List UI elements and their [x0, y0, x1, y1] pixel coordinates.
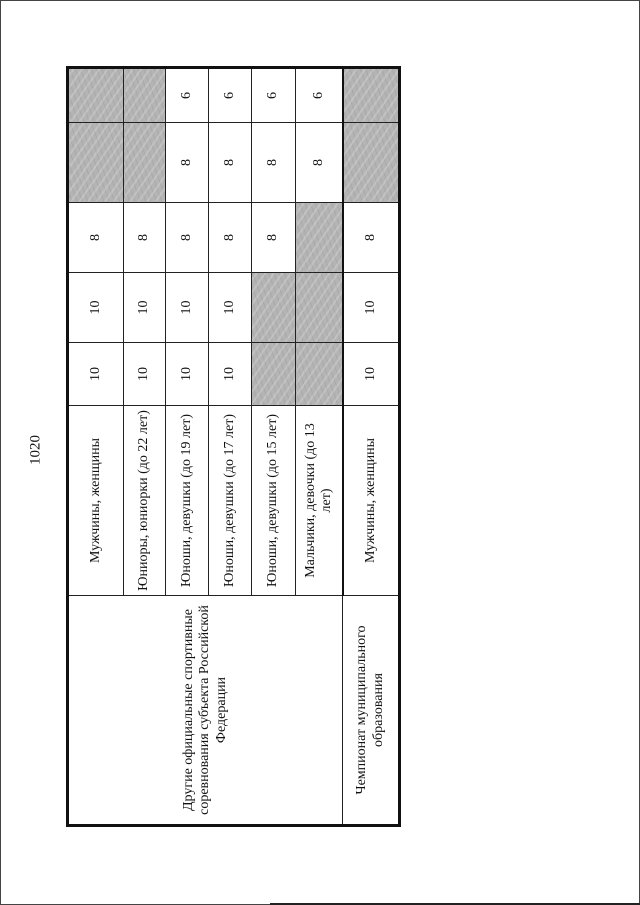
value-cell: 10 [209, 273, 252, 343]
shaded-cell [252, 273, 296, 343]
shaded-cell [68, 68, 124, 123]
value-cell: 8 [209, 203, 252, 273]
value-cell: 10 [68, 343, 124, 406]
value-cell: 10 [343, 273, 400, 343]
shaded-cell [343, 68, 400, 123]
value-cell: 10 [343, 343, 400, 406]
value-cell: 8 [343, 203, 400, 273]
age-group-cell: Юноши, девушки (до 19 лет) [166, 406, 209, 596]
shaded-cell [252, 343, 296, 406]
table-body [68, 68, 400, 826]
value-cell: 6 [166, 68, 209, 123]
value-cell: 8 [166, 123, 209, 203]
results-table [66, 66, 401, 827]
value-cell: 6 [252, 68, 296, 123]
age-group-cell: Юноши, девушки (до 17 лет) [209, 406, 252, 596]
age-group-cell: Юниоры, юниорки (до 22 лет) [124, 406, 166, 596]
value-cell: 8 [124, 203, 166, 273]
age-group-cell: Мужчины, женщины [68, 406, 124, 596]
value-cell: 8 [296, 123, 343, 203]
value-cell: 8 [252, 203, 296, 273]
age-group-cell: Мужчины, женщины [343, 406, 400, 596]
value-cell: 10 [68, 273, 124, 343]
table-row [343, 68, 400, 826]
event-name-cell: Другие официальные спортивные соревнования субъекта Российской Федерации [68, 596, 343, 826]
shaded-cell [124, 68, 166, 123]
shaded-cell [124, 123, 166, 203]
shaded-cell [296, 343, 343, 406]
shaded-cell [296, 273, 343, 343]
scan-table-rotated [66, 69, 398, 827]
value-cell: 10 [124, 343, 166, 406]
value-cell: 6 [209, 68, 252, 123]
table-row [68, 68, 124, 826]
value-cell: 10 [209, 343, 252, 406]
value-cell: 10 [166, 343, 209, 406]
event-name-cell: Чемпионат муниципального образования [343, 596, 400, 826]
value-cell: 8 [68, 203, 124, 273]
shaded-cell [343, 123, 400, 203]
value-cell: 10 [166, 273, 209, 343]
page-number: 1020 [27, 435, 44, 465]
value-cell: 10 [124, 273, 166, 343]
value-cell: 8 [166, 203, 209, 273]
age-group-cell: Мальчики, девочки (до 13 лет) [296, 406, 343, 596]
age-group-cell: Юноши, девушки (до 15 лет) [252, 406, 296, 596]
value-cell: 6 [296, 68, 343, 123]
shaded-cell [296, 203, 343, 273]
value-cell: 8 [252, 123, 296, 203]
shaded-cell [68, 123, 124, 203]
value-cell: 8 [209, 123, 252, 203]
